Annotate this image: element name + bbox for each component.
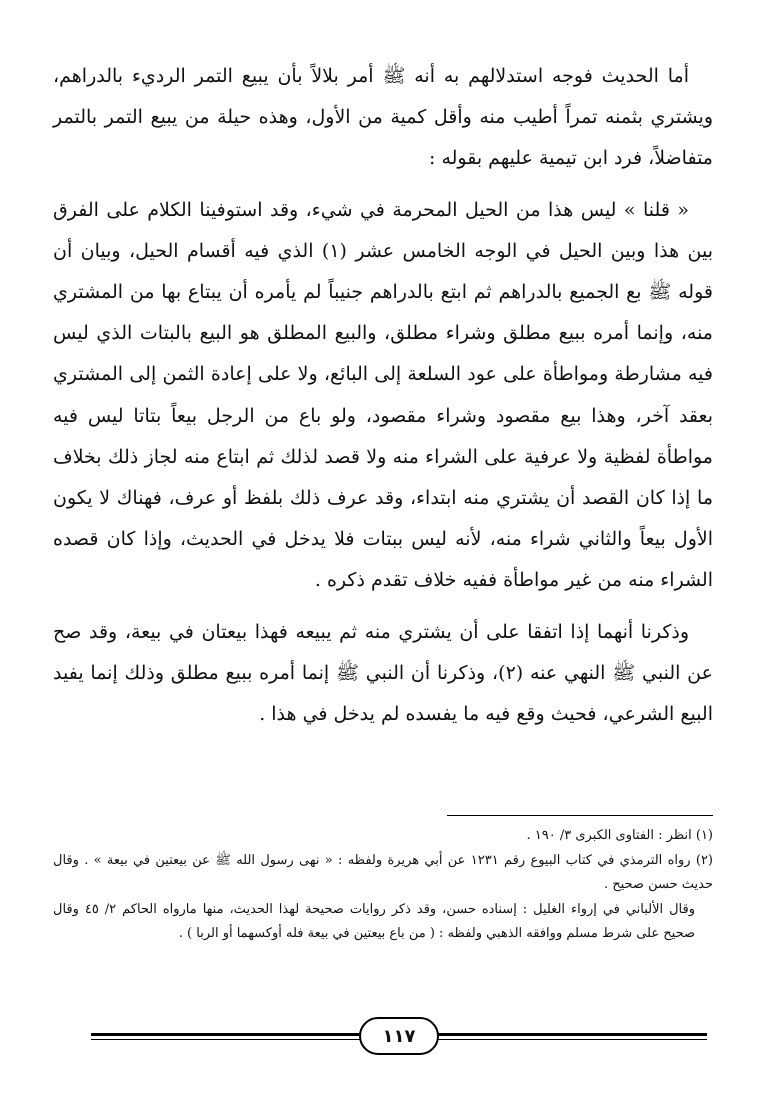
paragraph-hadith-argument: أما الحديث فوجه استدلالهم به أنه ﷺ أمر بلالاً بأن يبيع التمر الرديء بالدراهم، ويشتري بثمنه تمراً أطيب منه وأقل كمية من الأول، وهذه حيلة من يبيع التمر بالتمر متفاضلاً، فرد ابن تيمية عليهم بقوله : [53,65,713,170]
paragraph-ibn-taymiyyah-reply: « قلنا » ليس هذا من الحيل المحرمة في شيء، وقد استوفينا الكلام على الفرق بين هذا وبين الحيل في الوجه الخامس عشر (١) الذي فيه أقسام الحيل، وبيان أن قوله ﷺ بع الجميع بالدراهم ثم ابتع بالدراهم جنيباً لم يأمره أن يبتاع بها من المشتري منه، وإنما أمره ببيع مطلق وشراء مطلق، والبيع المطلق هو البيع بالبتات الذي ليس فيه مشارطة ومواطأة على عود السلعة إلى البائع، ولا على إعادة الثمن إلى المشتري بعقد آخر، وهذا بيع مقصود وشراء مقصود، ولو باع من الرجل بيعاً بتاتا ليس فيه مواطأة لفظية ولا عرفية على الشراء منه ولا قصد لذلك ثم ابتاع منه لجاز ذلك بخلاف ما إذا كان القصد أن يشتري منه ابتداء، وقد عرف ذلك بلفظ أو عرف، فهناك لا يكون الأول بيعاً والثاني شراء منه، لأنه ليس ببتات فلا يدخل في الحديث، وإذا كان قصده الشراء منه من غير مواطأة ففيه خلاف تقدم ذكره . [53,198,713,592]
paragraph-two-sales-in-one: وذكرنا أنهما إذا اتفقا على أن يشتري منه ثم يبيعه فهذا بيعتان في بيعة، وقد صح عن النبي ﷺ النهي عنه (٢)، وذكرنا أن النبي ﷺ إنما أمره ببيع مطلق وذلك إنما يفيد البيع الشرعي، فحيث وقع فيه ما يفسده لم يدخل في هذا . [53,620,713,726]
page-number: ١١٧ [359,1017,439,1055]
page-footer [91,1015,707,1059]
main-text [53,56,713,735]
footnote-divider [447,815,713,816]
footnote-2: (٢) رواه الترمذي في كتاب البيوع رقم ١٢٣١ عن أبي هريرة ولفظه : « نهى رسول الله ﷺ عن بيعتين في بيعة » . وقال حديث حسن صحيح . [53,852,713,892]
footnote-1: (١) انظر : الفتاوى الكبرى ٣/ ١٩٠ . [526,828,713,843]
footnote-2-continuation: وقال الألباني في إرواء الغليل : إسناده حسن، وقد ذكر روايات صحيحة لهذا الحديث، منها مارواه الحاكم ٢/ ٤٥ وقال صحيح على شرط مسلم ووافقه الذهبي ولفظه : ( من باع بيعتين في بيعة فله أوكسهما أو الربا ) . [53,901,696,941]
footnotes [53,824,713,947]
